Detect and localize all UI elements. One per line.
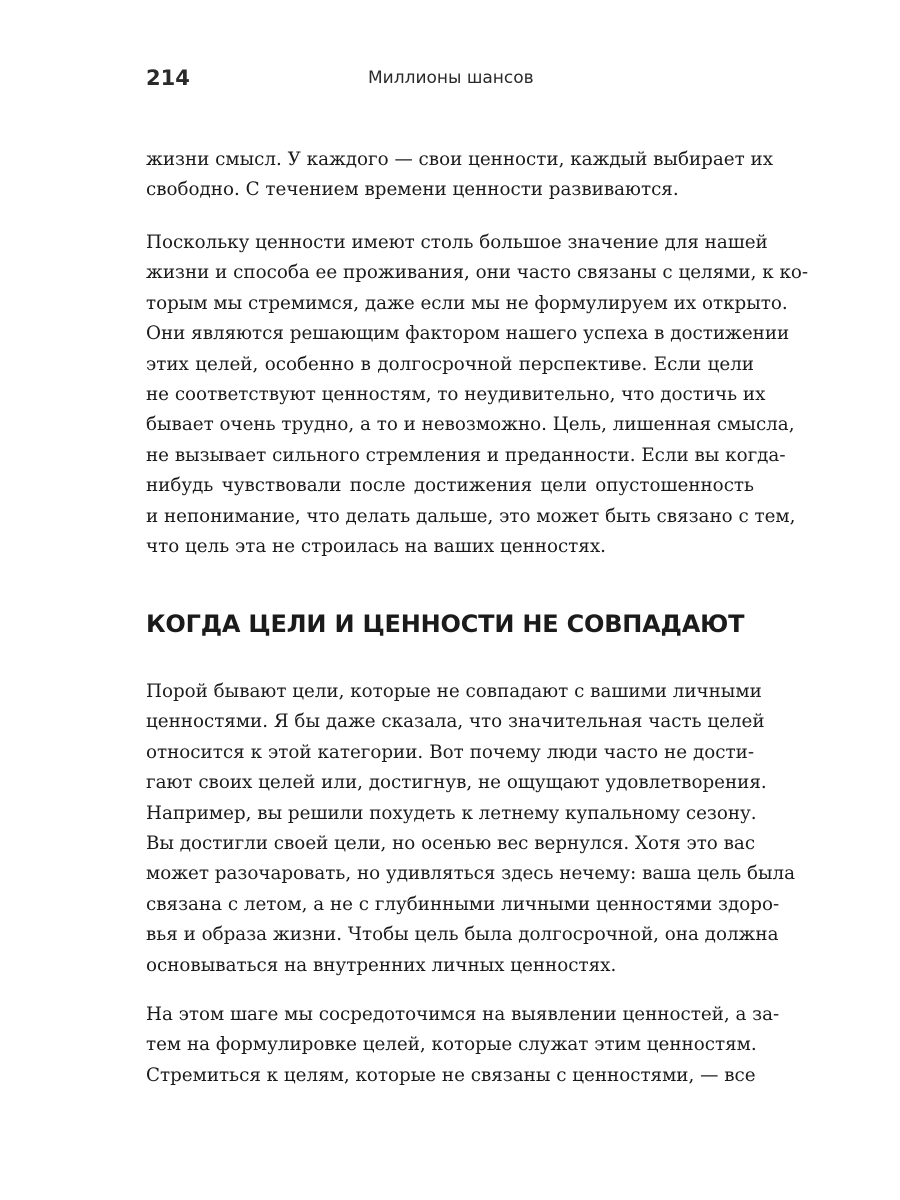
text-line: и непонимание, что делать дальше, это может быть связано с тем,	[146, 505, 796, 527]
running-header	[146, 66, 756, 100]
text-line: бывает очень трудно, а то и невозможно. Цель, лишенная смысла,	[146, 414, 795, 436]
paragraph-2	[146, 228, 809, 562]
text-line: Порой бывают цели, которые не совпадают с вашими личными	[146, 681, 762, 702]
text-line: Они являются решающим фактором нашего успеха в достижении	[146, 323, 790, 345]
text-line: основываться на внутренних личных ценностях.	[146, 954, 617, 976]
text-line: Например, вы решили похудеть к летнему купальному сезону.	[146, 802, 757, 824]
text-line: относится к этой категории. Вот почему люди часто не дости-	[146, 741, 754, 763]
text-line: этих целей, особенно в долгосрочной перспективе. Если цели	[146, 353, 754, 375]
text-line: что цель эта не строилась на ваших ценностях.	[146, 536, 606, 558]
text-line: свободно. С течением времени ценности развиваются.	[146, 179, 679, 201]
text-line: нибудь чувствовали после достижения цели опустошенность	[146, 475, 754, 497]
text-line: не соответствуют ценностям, то неудивительно, что достичь их	[146, 384, 766, 406]
text-line: может разочаровать, но удивляться здесь нечему: ваша цель была	[146, 863, 796, 885]
text-line: На этом шаге мы сосредоточимся на выявлении ценностей, а за-	[146, 1004, 780, 1025]
text-line: Стремиться к целям, которые не связаны с ценностями, — все	[146, 1064, 756, 1086]
text-line: тем на формулировке целей, которые служат этим ценностям.	[146, 1034, 757, 1056]
text-line: вья и образа жизни. Чтобы цель была долгосрочной, она должна	[146, 924, 779, 946]
text-line: Поскольку ценности имеют столь большое значение для нашей	[146, 232, 768, 253]
book-title: Миллионы шансов	[368, 68, 534, 88]
paragraph-3	[146, 677, 796, 981]
text-line: жизни смысл. У каждого — свои ценности, каждый выбирает их	[146, 149, 774, 170]
paragraph-4	[146, 1000, 780, 1091]
text-line: не вызывает сильного стремления и преданности. Если вы когда-	[146, 444, 786, 466]
text-line: торым мы стремимся, даже если мы не формулируем их открыто.	[146, 292, 788, 314]
paragraph-1	[146, 145, 774, 206]
text-line: ценностями. Я бы даже сказала, что значительная часть целей	[146, 711, 765, 733]
text-line: связана с летом, а не с глубинными личными ценностями здоро-	[146, 893, 780, 915]
page-number: 214	[146, 66, 190, 90]
section-heading: КОГДА ЦЕЛИ И ЦЕННОСТИ НЕ СОВПАДАЮТ	[146, 610, 745, 638]
text-line: жизни и способа ее проживания, они часто связаны с целями, к ко-	[146, 262, 809, 284]
text-line: Вы достигли своей цели, но осенью вес вернулся. Хотя это вас	[146, 833, 756, 855]
text-line: гают своих целей или, достигнув, не ощущают удовлетворения.	[146, 772, 767, 794]
